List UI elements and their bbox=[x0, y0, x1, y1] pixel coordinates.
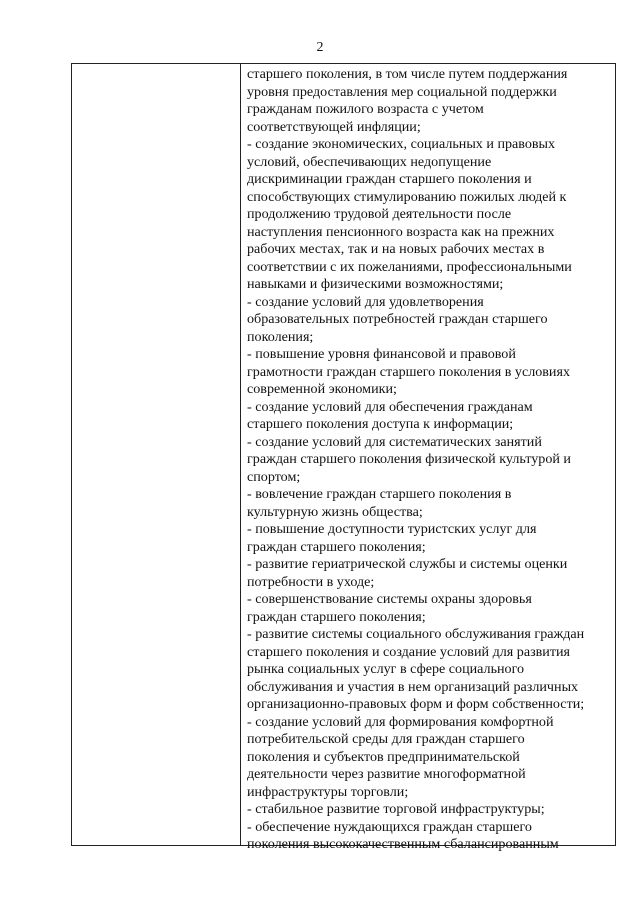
text-line: уровня предоставления мер социальной поддержки bbox=[247, 83, 557, 100]
text-line: - создание условий для удовлетворения bbox=[247, 293, 484, 310]
text-line: - развитие системы социального обслуживания граждан bbox=[247, 626, 585, 642]
text-line: организационно-правовых форм и форм собственности; bbox=[247, 696, 585, 712]
text-line: гражданам пожилого возраста с учетом bbox=[247, 101, 484, 117]
text-line: образовательных потребностей граждан старшего bbox=[247, 311, 548, 327]
text-line: - повышение доступности туристских услуг для bbox=[247, 521, 537, 537]
text-line: - совершенствование системы охраны здоровья bbox=[247, 591, 532, 607]
text-line: поколения; bbox=[247, 328, 314, 345]
text-line: потребности в уходе; bbox=[247, 573, 375, 590]
text-line: культурную жизнь общества; bbox=[247, 503, 423, 520]
text-line: соответствии с их пожеланиями, профессиональными bbox=[247, 258, 572, 275]
text-line: - стабильное развитие торговой инфраструктуры; bbox=[247, 801, 545, 817]
text-line: современной экономики; bbox=[247, 381, 397, 397]
text-line: - создание условий для формирования комфортной bbox=[247, 713, 554, 730]
page-number: 2 bbox=[316, 40, 324, 55]
text-line: инфраструктуры торговли; bbox=[247, 783, 409, 800]
text-line: - развитие гериатрической службы и системы оценки bbox=[247, 556, 568, 572]
text-line: рабочих местах, так и на новых рабочих местах в bbox=[247, 241, 545, 257]
text-line: - вовлечение граждан старшего поколения в bbox=[247, 486, 512, 502]
text-line: старшего поколения и создание условий для развития bbox=[247, 643, 571, 660]
text-line: дискриминации граждан старшего поколения и bbox=[247, 171, 532, 187]
text-line: - создание условий для обеспечения гражданам bbox=[247, 398, 533, 415]
text-line: наступления пенсионного возраста как на прежних bbox=[247, 223, 555, 240]
text-line: граждан старшего поколения; bbox=[247, 608, 426, 625]
text-line: условий, обеспечивающих недопущение bbox=[247, 153, 492, 170]
text-line: соответствующей инфляции; bbox=[247, 118, 421, 135]
text-line: грамотности граждан старшего поколения в условиях bbox=[247, 363, 570, 380]
text-line: рынка социальных услуг в сфере социального bbox=[247, 661, 525, 677]
text-line: - создание условий для систематических занятий bbox=[247, 433, 542, 450]
text-line: граждан старшего поколения; bbox=[247, 538, 426, 555]
document-table bbox=[71, 63, 616, 852]
text-line: поколения высококачественным сбалансированным bbox=[247, 836, 559, 852]
text-line: граждан старшего поколения физической культурой и bbox=[247, 451, 571, 467]
text-line: старшего поколения доступа к информации; bbox=[247, 416, 514, 432]
text-line: продолжению трудовой деятельности после bbox=[247, 206, 512, 222]
text-line: - обеспечение нуждающихся граждан старшего bbox=[247, 818, 532, 835]
text-line: спортом; bbox=[247, 468, 301, 485]
text-line: старшего поколения, в том числе путем поддержания bbox=[247, 66, 568, 82]
text-line: - повышение уровня финансовой и правовой bbox=[247, 346, 516, 362]
text-line: потребительской среды для граждан старшего bbox=[247, 731, 525, 747]
text-line: способствующих стимулированию пожилых людей к bbox=[247, 188, 567, 205]
text-line: обслуживания и участия в нем организаций различных bbox=[247, 678, 579, 695]
text-line: деятельности через развитие многоформатной bbox=[247, 766, 526, 782]
text-line: поколения и субъектов предпринимательской bbox=[247, 748, 520, 765]
table-left-column bbox=[72, 64, 241, 845]
text-line: навыками и физическими возможностями; bbox=[247, 276, 504, 292]
text-line: - создание экономических, социальных и правовых bbox=[247, 136, 556, 152]
table-right-column bbox=[241, 64, 615, 852]
